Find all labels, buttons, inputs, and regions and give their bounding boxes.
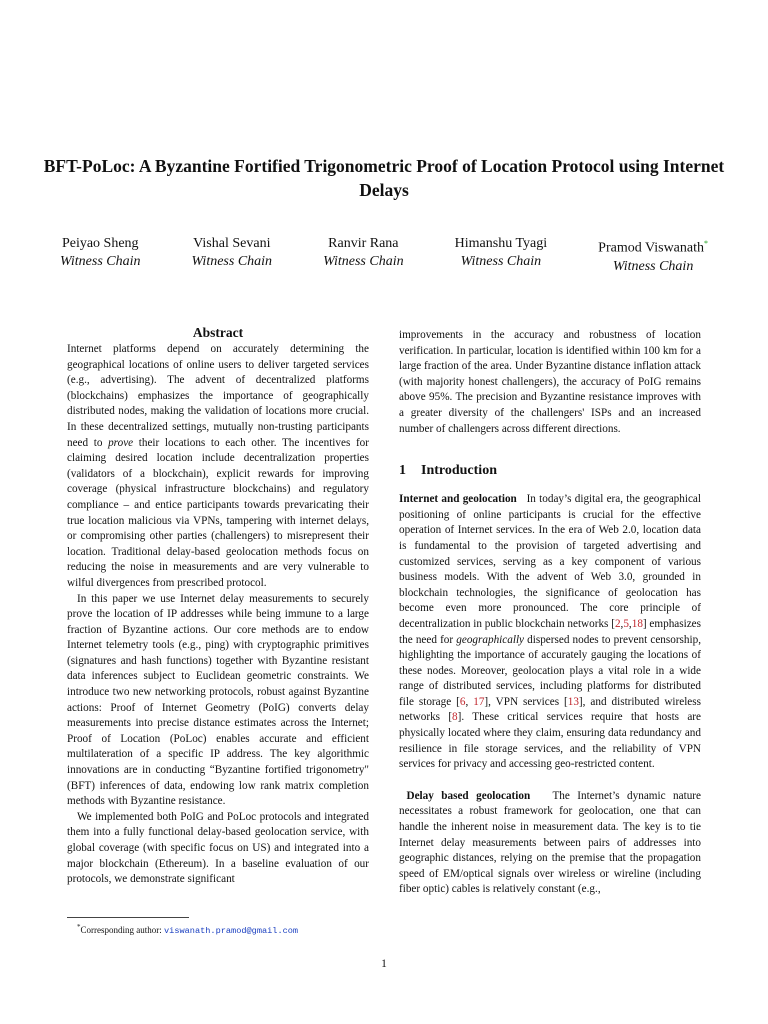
footnote-mark: * [77, 923, 81, 931]
footnote-label: Corresponding author: [80, 925, 164, 935]
section-number: 1 [399, 463, 406, 479]
author-block [598, 235, 708, 276]
abstract-continuation: improvements in the accuracy and robustness of location verification. In particular, location is identified within 100 km for a large fraction of the area. Under Byzantine distance inflation attack (with majority honest challengers), the accuracy of PoIG remains above 95%. The precision and Byzantine resistance improves with a greater diversity of the challengers' ISPs and an increased number of challengers across different directions. [399, 329, 701, 435]
emphasis-text: geographically [456, 633, 525, 646]
page-number: 1 [381, 958, 387, 970]
author-block [455, 235, 547, 276]
citation-link[interactable]: 13 [567, 695, 579, 708]
footnote-rule [67, 917, 189, 918]
email-link[interactable]: viswanath.pramod@gmail.com [164, 926, 299, 936]
author-name: Peiyao Sheng [61, 236, 139, 251]
footnote [77, 921, 298, 937]
section-title: Introduction [421, 463, 497, 479]
citation-link[interactable]: 5 [623, 617, 629, 630]
author-name: Pramod Viswanath [598, 240, 704, 256]
author-affiliation: Witness Chain [191, 254, 273, 269]
body-paragraph: Internet and geolocation In today’s digital era, the geographical positioning of online participants is crucial for the effective operation of Internet services. In the era of Web 2.0, location data is fundamental to the provision of targeted advertising and customized services, serving as a key component of various business models. With the advent of Web 3.0, grounded in blockchain technologies, the significance of geolocation has become even more pronounced. The core principle of decentralization in public blockchain networks [2,5,18] emphasizes the need for geographically dispersed nodes to prevent censorship, highlighting the importance of accurately gauging the locations of these nodes. Moreover, geolocation plays a vital role in a wide range of distributed services, including platforms for distributed file storage [6, 17], VPN services [13], and distributed wireless networks [8]. These critical services require that hosts are physically located where they claim, ensuring data redundancy and resilience in file storage services, and the reliability of VPN services for privacy and accessing geo-restricted content. [399, 493, 702, 771]
abstract-paragraph: In this paper we use Internet delay measurements to securely prove the location of IP addresses while being immune to a large fraction of Byzantine actions. Our core methods are to endow Internet telemetry tools (e.g., ping) with cryptographic primitives (signatures and hash functions) together with Byzantine resistant data inferences subject to Euclidean geometric constraints. We introduce two new networking protocols, robust against Byzantine actions: Proof of Internet Geometry (PoIG) converts delay measurements into precise distance estimates across the Internet; Proof of Location (PoLoc) enables accurate and efficient multilateration of a specific IP address. The key algorithmic innovations are in conducting “Byzantine fortified trigonometry" (BFT) inferences of data, endowing low rank matrix completion methods with Byzantine resistance. [67, 592, 369, 808]
paragraph-heading: Internet and geolocation [399, 493, 517, 506]
citation-link[interactable]: 18 [631, 617, 643, 630]
section-heading [399, 462, 701, 480]
paper-title: BFT-PoLoc: A Byzantine Fortified Trigonometric Proof of Location Protocol using Internet Delays [43, 156, 725, 200]
author-affiliation: Witness Chain [60, 254, 141, 269]
author-name: Ranvir Rana [328, 236, 399, 251]
left-column [67, 324, 369, 888]
corresponding-author-mark[interactable]: * [704, 239, 708, 248]
citation-link[interactable]: 8 [452, 711, 458, 724]
author-name: Himanshu Tyagi [454, 236, 548, 251]
abstract-paragraph: Internet platforms depend on accurately determining the geographical locations of online users to deliver targeted services (e.g., advertising). The advent of decentralized platforms (blockchains) emphasizes the importance of geographically distributed nodes, making the validation of locations more crucial. In these decentralized settings, mutually non-trusting participants need to prove their locations to each other. The incentives for claiming desired location include decentralization properties (validators of a blockchain), explicit rewards for improving coverage (physical infrastructure blockchains) and regulatory compliance – and entice participants towards prevaricating their true location malicious via VPNs, tampering with internet delays, or compromising other parties (challengers) to misrepresent their location. Traditional delay-based geolocation methods focus on reducing the noise in measurements and are very vulnerable to wilful divergences from prescribed protocol. [67, 343, 369, 589]
body-paragraph: Delay based geolocation The Internet’s dynamic nature necessitates a robust framework for geolocation, one that can handle the inherent noise in measurement data. The key is to tie Internet delay measurements between pairs of addresses into geographic distances, relying on the premise that the propagation speed of EM/optical signals over wireless or wireline (including fiber optic) cables is relatively constant (e.g., [399, 789, 701, 896]
author-block [60, 235, 141, 276]
author-block [323, 235, 404, 276]
citation-link[interactable]: 6 [459, 695, 466, 708]
emphasis-text: prove [108, 436, 134, 449]
author-affiliation: Witness Chain [460, 254, 542, 269]
paragraph-gap [399, 773, 701, 789]
author-affiliation: Witness Chain [323, 254, 404, 269]
author-list [60, 235, 708, 276]
right-column [399, 328, 701, 898]
citation-link[interactable]: 2 [614, 617, 621, 630]
author-name: Vishal Sevani [193, 236, 271, 251]
abstract-heading: Abstract [192, 325, 244, 340]
citation-link[interactable]: 17 [473, 695, 485, 708]
author-affiliation: Witness Chain [612, 258, 694, 274]
abstract-paragraph: We implemented both PoIG and PoLoc protocols and integrated them into a fully functional delay-based geolocation service, with global coverage (with specific focus on US) and integrated into a major blockchain (Ethereum). In a baseline evaluation of our protocols, we demonstrate significant [67, 810, 369, 886]
paragraph-heading: Delay based geolocation [406, 789, 531, 802]
author-block [192, 235, 273, 276]
